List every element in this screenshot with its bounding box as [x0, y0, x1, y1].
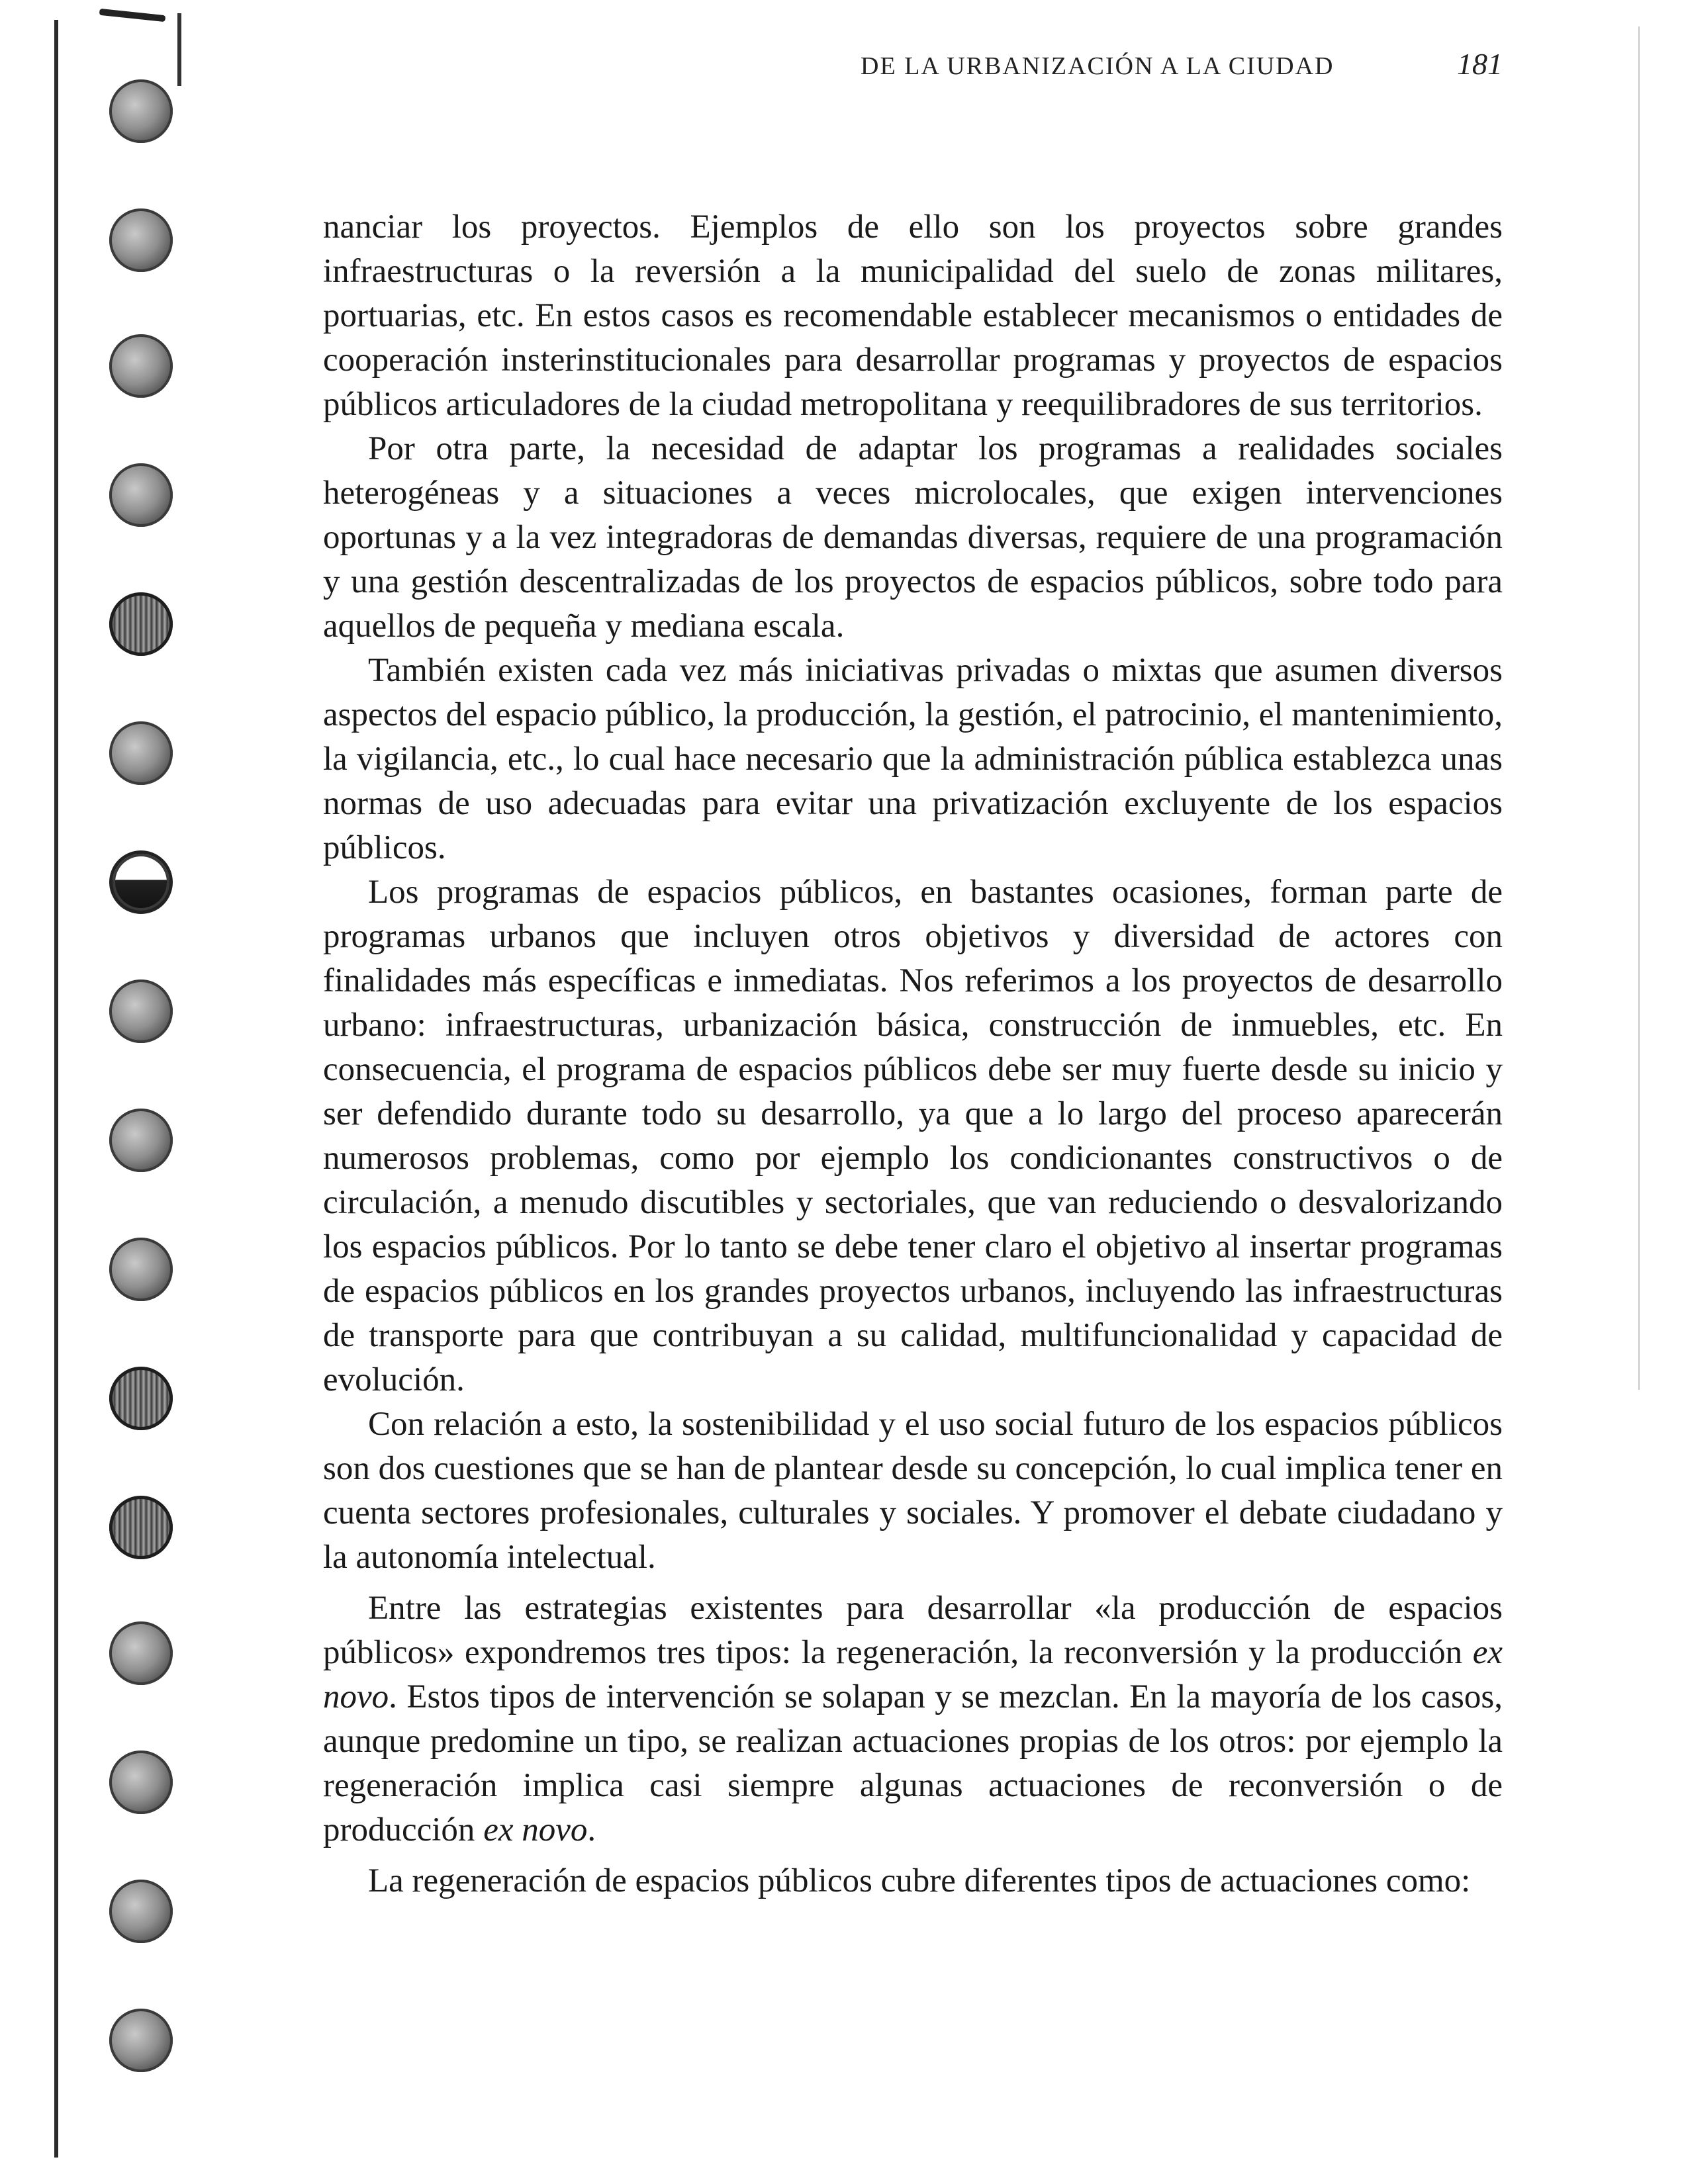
italic-term: ex novo [323, 1634, 1503, 1715]
punch-hole-icon [109, 592, 173, 656]
running-header [861, 46, 1503, 81]
body-text [323, 205, 1503, 1903]
punch-hole-icon [109, 1751, 173, 1814]
paragraph-2: Por otra parte, la necesidad de adaptar los programas a realidades sociales heterogéneas y a situaciones a veces microlocales, que exigen intervenciones oportunas y a la vez integradoras de demandas diversas, requiere de una programación y una gestión descentralizadas de los proyectos de espacios públicos, sobre todo para aquellos de pequeña y mediana escala. [323, 430, 1503, 645]
punch-hole-icon [109, 79, 173, 143]
punch-hole-icon [109, 1367, 173, 1430]
punch-hole-icon [109, 721, 173, 785]
page-number: 181 [1457, 47, 1503, 81]
punch-hole-icon [109, 463, 173, 527]
paragraph-3: También existen cada vez más iniciativas privadas o mixtas que asumen diversos aspectos del espacio público, la producción, la gestión, el patrocinio, el mantenimiento, la vigilancia, etc., lo cual hace necesario que la administración pública establezca unas normas de uso adecuadas para evitar una privatización excluyente de los espacios públicos. [323, 652, 1503, 866]
paragraph-6 [323, 1586, 1503, 1852]
binding-clip [99, 9, 165, 22]
punch-hole-icon [109, 1496, 173, 1559]
punch-hole-icon [109, 850, 173, 914]
binding-mark [177, 13, 181, 86]
italic-term: ex novo [483, 1811, 588, 1848]
punch-hole-icon [109, 2009, 173, 2072]
punch-hole-icon [109, 1109, 173, 1172]
page-edge-line [1638, 26, 1640, 1390]
punch-hole-icon [109, 334, 173, 398]
punch-hole-icon [109, 1621, 173, 1685]
paragraph-6-text: . [587, 1811, 596, 1848]
paragraph-7: La regeneración de espacios públicos cubre diferentes tipos de actuaciones como: [368, 1862, 1471, 1899]
punch-hole-icon [109, 208, 173, 272]
binding-edge [54, 20, 58, 2158]
paragraph-1: nanciar los proyectos. Ejemplos de ello son los proyectos sobre grandes infraestructuras o la reversión a la municipalidad del suelo de zonas militares, portuarias, etc. En estos casos es recomendable establecer mecanismos o entidades de cooperación insterinstitucionales para desarrollar programas y proyectos de espacios públicos articuladores de la ciudad metropolitana y reequilibradores de sus territorios. [323, 208, 1503, 423]
punch-hole-icon [109, 1238, 173, 1301]
running-title: DE LA URBANIZACIÓN A LA CIUDAD [861, 52, 1334, 80]
punch-hole-icon [109, 979, 173, 1043]
paragraph-6-text: Entre las estrategias existentes para desarrollar «la producción de espacios públicos» expondremos tres tipos: la regeneración, la reconversión y la producción [323, 1590, 1503, 1671]
paragraph-4: Los programas de espacios públicos, en bastantes ocasiones, forman parte de programas urbanos que incluyen otros objetivos y diversidad de actores con finalidades más específicas e inmediatas. Nos referimos a los proyectos de desarrollo urbano: infraestructuras, urbanización básica, construcción de inmuebles, etc. En consecuencia, el programa de espacios públicos debe ser muy fuerte desde su inicio y ser defendido durante todo su desarrollo, ya que a lo largo del proceso aparecerán numerosos problemas, como por ejemplo los condicionantes constructivos o de circulación, a menudo discutibles y sectoriales, que van reduciendo o desvalorizando los espacios públicos. Por lo tanto se debe tener claro el objetivo al insertar programas de espacios públicos en los grandes proyectos urbanos, incluyendo las infraestructuras de transporte para que contribuyan a su calidad, multifuncionalidad y capacidad de evolución. [323, 874, 1503, 1398]
paragraph-6-text: . Estos tipos de intervención se solapan y se mezclan. En la mayoría de los casos, aunque predomine un tipo, se realizan actuaciones propias de los otros: por ejemplo la regeneración implica casi siempre algunas actuaciones de reconversión o de producción [323, 1678, 1503, 1848]
paragraph-5: Con relación a esto, la sostenibilidad y el uso social futuro de los espacios públicos son dos cuestiones que se han de plantear desde su concepción, lo cual implica tener en cuenta sectores profesionales, culturales y sociales. Y promover el debate ciudadano y la autonomía intelectual. [323, 1406, 1503, 1576]
punch-hole-icon [109, 1880, 173, 1943]
